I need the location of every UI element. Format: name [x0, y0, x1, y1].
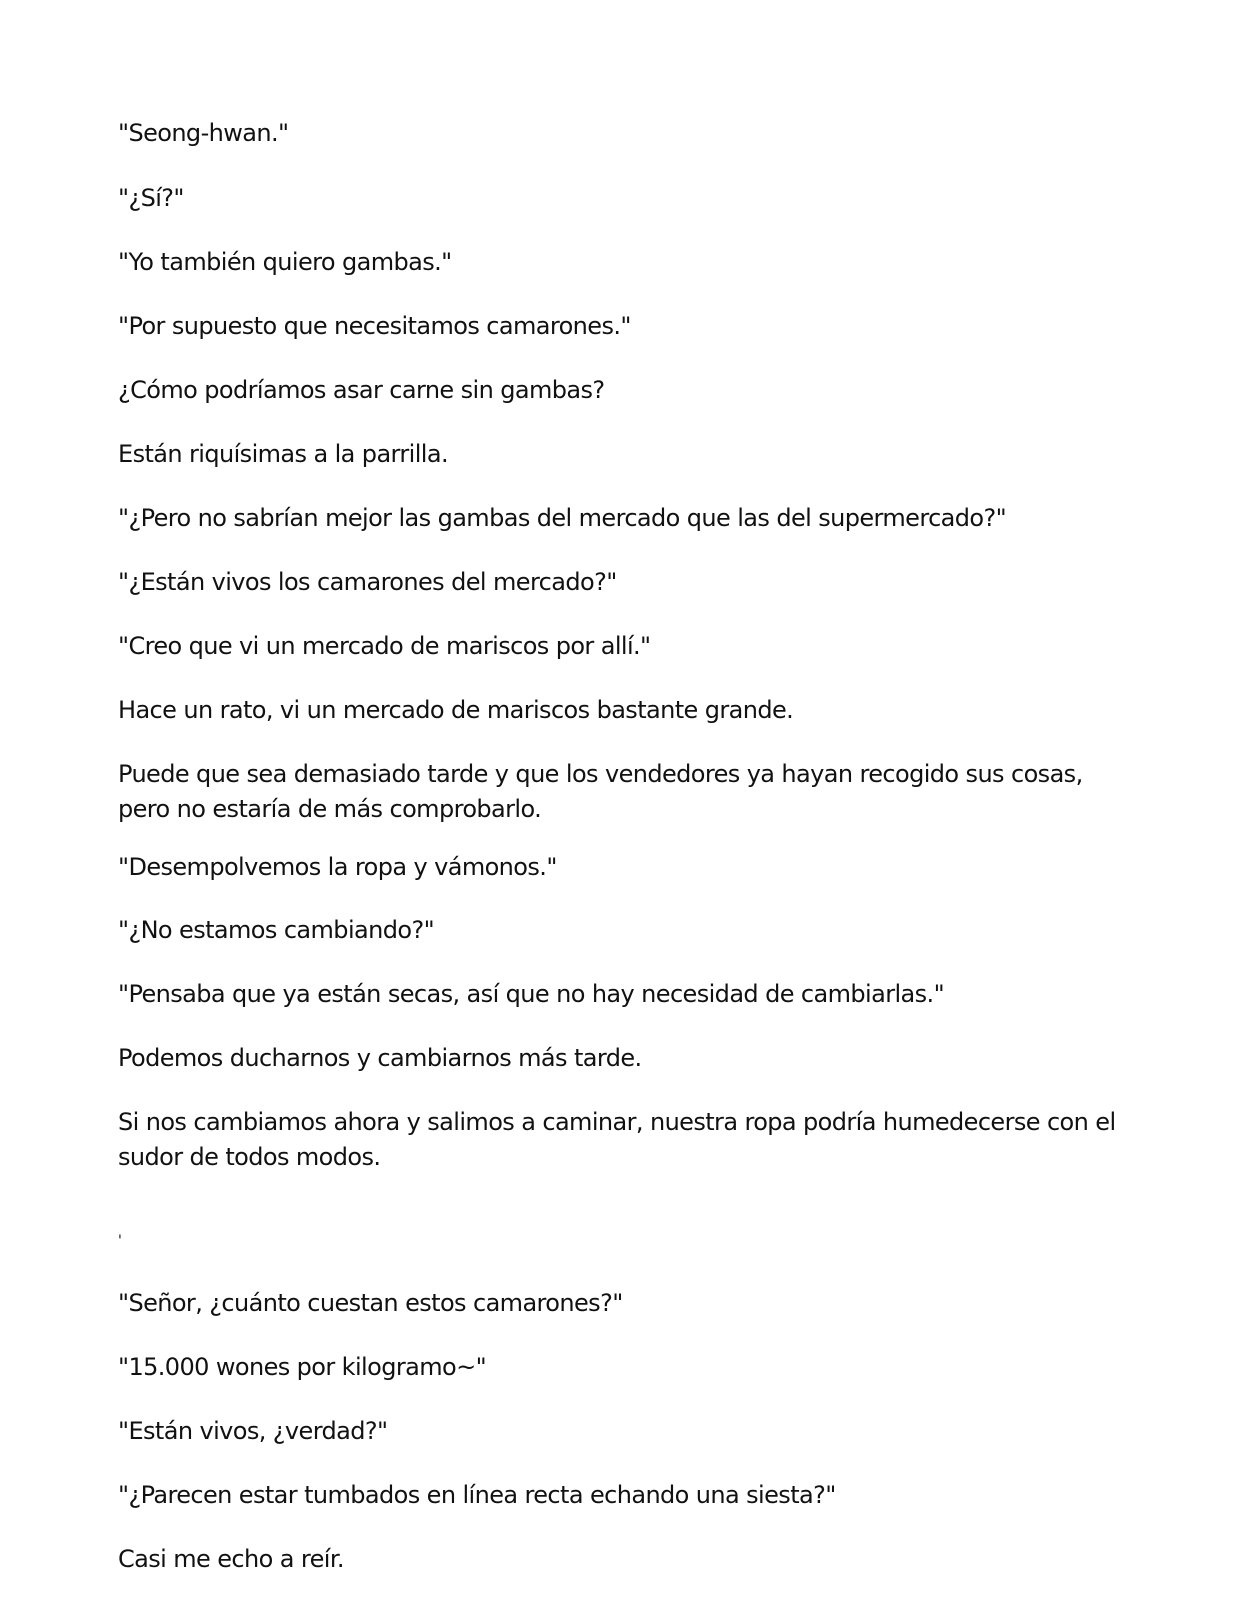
paragraph: Podemos ducharnos y cambiarnos más tarde.	[118, 1044, 642, 1072]
paragraph: Están riquísimas a la parrilla.	[118, 440, 448, 468]
paragraph: "¿Están vivos los camarones del mercado?"	[118, 568, 617, 596]
paragraph: "¿No estamos cambiando?"	[118, 916, 435, 944]
paragraph: "Creo que vi un mercado de mariscos por allí."	[118, 632, 651, 660]
paragraph: Puede que sea demasiado tarde y que los vendedores ya hayan recogido sus cosas, pero no estaría de más comprobarlo.	[118, 760, 1083, 823]
paragraph: Casi me echo a reír.	[118, 1545, 344, 1573]
paragraph: "Desempolvemos la ropa y vámonos."	[118, 853, 557, 881]
paragraph: Si nos cambiamos ahora y salimos a caminar, nuestra ropa podría humedecerse con el sudor de todos modos.	[118, 1108, 1116, 1171]
paragraph: "¿Pero no sabrían mejor las gambas del mercado que las del supermercado?"	[118, 504, 1007, 532]
separator-mark: '	[118, 1233, 122, 1249]
paragraph: "¿Parecen estar tumbados en línea recta echando una siesta?"	[118, 1481, 836, 1509]
paragraph: "15.000 wones por kilogramo~"	[118, 1353, 487, 1381]
paragraph: Hace un rato, vi un mercado de mariscos bastante grande.	[118, 696, 794, 724]
paragraph: "Están vivos, ¿verdad?"	[118, 1417, 388, 1445]
paragraph: "Yo también quiero gambas."	[118, 248, 452, 276]
paragraph: ¿Cómo podríamos asar carne sin gambas?	[118, 376, 605, 404]
paragraph: "Pensaba que ya están secas, así que no hay necesidad de cambiarlas."	[118, 980, 945, 1008]
paragraph: "¿Sí?"	[118, 184, 184, 212]
paragraph: "Por supuesto que necesitamos camarones."	[118, 312, 631, 340]
paragraph: "Seong-hwan."	[118, 119, 289, 147]
paragraph: "Señor, ¿cuánto cuestan estos camarones?"	[118, 1289, 623, 1317]
